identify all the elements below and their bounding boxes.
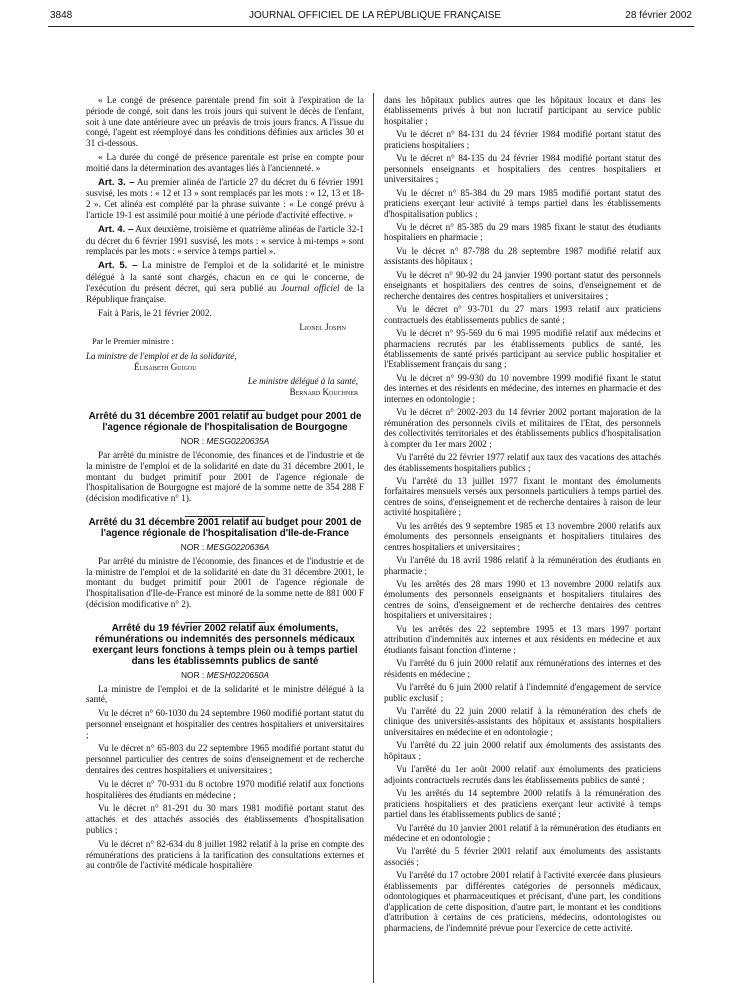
decree-paragraph: Vu les arrêtés des 22 septembre 1995 et 13 mars 1997 portant attribution d'indemnités aux internes et aux résidents en médecine et aux étudiants faisant fonction d'interne ; [384,623,661,655]
signatory-prime-minister: Lionel Jospin [299,322,346,333]
delegate-title: Le ministre délégué à la santé, [247,376,358,387]
decree-text: Par arrêté du ministre de l'économie, des finances et de l'industrie et de la ministre de l'emploi et de la solidarité en date du 31 décembre 2001, le montant du budget primitif pour 2001 de l'agence régionale de l'hospitalisation de Bourgogne est majoré de la somme nette de 354 288 F (décision modificative n° 1). [86,449,364,504]
article-text: Aux deuxième, troisième et quatrième alinéas de l'article 32-1 du décret du 6 février 1991 susvisé, les mots : « service à mi-temps » sont remplacés par les mots : « service à temps partiel ». [86,223,364,257]
decree-paragraph: Vu l'arrêté du 1er août 2000 relatif aux émoluments des praticiens adjoints contractuels recrutés dans les établissements publics de santé ; [384,764,661,785]
article-text: de la République française. [86,282,365,304]
decree-paragraph: Vu l'arrêté du 22 juin 2000 relatif aux émoluments des assistants des hôpitaux ; [384,740,661,761]
intro-paragraph: « Le congé de présence parentale prend fin soit à l'expiration de la période de congé, soit dans les trois jours qui suivent le décès de l'enfant, soit à une date antérieure avec un préavis de trois jours francs. A l'issue du congé, l'agent est réemployé dans les conditions définies aux articles 30 et 31 ci-dessous. [86,95,364,149]
article-label: Art. 5. – [98,260,138,272]
decree-paragraph: Vu l'arrêté du 6 juin 2000 relatif à l'indemnité d'engagement de service public exclusif ; [384,682,661,703]
decree-paragraph: Vu le décret n° 95-569 du 6 mai 1995 modifié relatif aux médecins et pharmaciens recrutés par les établissements publics de santé, les établissements de santé privés participant au service public hospitalier et l'Etablissement français du sang ; [384,328,661,370]
decree-paragraph: Vu les arrêtés des 9 septembre 1985 et 13 novembre 2000 relatifs aux émoluments des personnels enseignants et hospitaliers titulaires des centres hospitaliers et universitaires ; [384,520,661,552]
article-label: Art. 4. – [98,223,134,235]
page-number: 3848 [50,10,73,21]
page-header [0,0,750,30]
issue-date: 28 février 2002 [625,10,692,21]
nor-reference: NOR : MESH0220650A [181,669,269,680]
nor-reference: NOR : MESG0220635A [180,436,270,447]
header-divider [48,26,694,27]
article-4 [86,224,364,257]
decree-paragraph: Vu le décret n° 2002-203 du 14 février 2002 portant majoration de la rémunération des personnels civils et militaires de l'Etat, des personnels des collectivités territoriales et des établissements publics d'hospitalisation à compter du 1er mars 2002 ; [384,407,661,449]
decree-paragraph: Vu les arrêtés des 28 mars 1990 et 13 novembre 2000 relatifs aux émoluments des personnels enseignants et hospitaliers titulaires des centres de soins, d'enseignement et de recherche dentaires des centres hospitaliers et universitaires ; [384,579,661,621]
column-divider [373,93,374,983]
nor-reference: NOR : MESG0220636A [180,541,270,552]
decree-paragraph: Vu les arrêtés du 14 septembre 2000 relatifs à la rémunération des praticiens hospitaliers et des praticiens exerçant leur activité à temps partiel dans les établissements publics de santé ; [384,788,661,820]
decree-text: Par arrêté du ministre de l'économie, des finances et de l'industrie et de la ministre de l'emploi et de la solidarité en date du 31 décembre 2001, le montant du budget primitif pour 2001 de l'agence régionale de l'hospitalisation d'Ile-de-France est minoré de la somme nette de 881 000 F (décision modificative n° 2). [86,555,364,609]
decree-paragraph: Vu le décret n° 84-131 du 24 février 1984 modifié portant statut des praticiens hospitaliers ; [384,129,661,150]
decree-paragraph: Vu le décret n° 85-385 du 29 mars 1985 fixant le statut des étudiants hospitaliers en pharmacie ; [384,221,661,243]
decree-paragraph: Vu l'arrêté du 10 janvier 2001 relatif à la rémunération des étudiants en médecine et en odontologie ; [384,822,661,843]
decree-paragraph: Vu le décret n° 84-135 du 24 février 1984 modifié portant statut des personnels enseignants et hospitaliers des centres hospitaliers et universitaires ; [384,153,661,185]
minister-title: La ministre de l'emploi et de la solidarité, [86,351,237,362]
decree-paragraph: Vu le décret n° 60-1030 du 24 septembre 1960 modifié portant statut du personnel enseignant et hospitalier des centres hospitaliers et universitaires ; [86,708,364,740]
article-text: Au premier alinéa de l'article 27 du décret du 6 février 1991 susvisé, les mots : « 12 et 13 » sont remplacés par les mots : « 12, 13 et 18-2 ». Cet alinéa est complété par la phrase suivante : « Le congé prévu à l'article 19-1 est assimilé pour moitié à une période d'activité effective. » [86,176,364,220]
left-column [86,95,364,874]
article-3 [86,177,364,221]
decree-paragraph: Vu le décret n° 99-930 du 10 novembre 1999 modifié fixant le statut des internes et des résidents en médecine, des internes en pharmacie et des internes en odontologie ; [384,372,661,404]
decree-title: Arrêté du 19 février 2002 relatif aux émoluments, rémunérations ou indemnités des personnels médicaux exerçant leurs fonctions à temps plein ou à temps partiel dans les établissemnts publics de santé [92,622,358,667]
decree-paragraph: Vu le décret n° 85-384 du 29 mars 1985 modifié portant statut des praticiens exerçant leur activité à temps partiel dans les établissements d'hospitalisation publics ; [384,187,661,219]
decree-paragraph: Vu le décret n° 65-803 du 22 septembre 1965 modifié portant statut du personnel particulier des centres de soins d'enseignement et de recherche dentaires des centres hospitaliers et universitaires ; [86,743,364,776]
decree-paragraph: Vu l'arrêté du 13 juillet 1977 fixant le montant des émoluments forfaitaires mensuels versés aux personnels particuliers à temps partiel des centres de soins, d'enseignement et de recherche dentaires à raison de leur activité hospitalière ; [384,475,661,518]
article-label: Art. 3. – [98,176,135,188]
signature-date: Fait à Paris, le 21 février 2002. [98,308,212,319]
decree-title: Arrêté du 31 décembre 2001 relatif au budget pour 2001 de l'agence régionale de l'hospitalisation d'Ile-de-France [88,516,362,539]
decree-paragraph: Vu le décret n° 70-931 du 8 octobre 1970 modifié relatif aux fonctions hospitalières des étudiants en médecine ; [86,778,364,800]
decree-paragraph: Vu le décret n° 87-788 du 28 septembre 1987 modifié relatif aux assistants des hôpitaux ; [384,245,661,267]
intro-paragraph: « La durée du congé de présence parentale est prise en compte pour moitié dans la détermination des avantages liés à l'ancienneté. » [86,151,364,173]
decree-paragraph: Vu le décret n° 93-701 du 27 mars 1993 relatif aux praticiens contractuels des établissements publics de santé ; [384,304,661,325]
decree-paragraph: Vu l'arrêté du 6 juin 2000 relatif aux rémunérations des internes et des résidents en médecine ; [384,658,661,679]
article-text: La ministre de l'emploi et de la solidarité et le ministre délégué à la santé sont chargés, chacun en ce qui le concerne, de l'exécution du présent décret, qui sera publié au [86,260,364,293]
decree-paragraph: Vu le décret n° 81-291 du 30 mars 1981 modifié portant statut des attachés et des attachés associés des établissements d'hospitalisation publics ; [86,803,364,836]
decree-paragraph: Vu le décret n° 90-92 du 24 janvier 1990 portant statut des personnels enseignants et hospitaliers des centres de soins, d'enseignement et de recherche dentaires des centres hospitaliers et universitaires ; [384,269,661,301]
decree-paragraph: Vu le décret n° 82-634 du 8 juillet 1982 relatif à la prise en compte des rémunérations des praticiens à la tarification des consultations externes et au contrôle de l'activité médicale hospitalière [86,838,364,871]
decree-paragraph: La ministre de l'emploi et de la solidarité et le ministre délégué à la santé, [86,683,364,705]
signatory-delegate: Bernard Kouchner [289,387,358,398]
decree-paragraph: Vu l'arrêté du 5 février 2001 relatif aux émoluments des assistants associés ; [384,846,661,867]
journal-title: JOURNAL OFFICIEL DE LA RÉPUBLIQUE FRANÇAISE [248,10,502,21]
decree-paragraph: Vu l'arrêté du 17 octobre 2001 relatif à l'activité exercée dans plusieurs établissements par différentes catégories de personnels médicaux, odontologiques et pharmaceutiques et précisant, d'une part, les conditions d'application de cette disposition, d'autre part, le montant et les conditions d'attribution à certains de ces praticiens, médecins, odontologistes ou pharmaciens, de l'indemnité prévue pour l'exercice de cette activité. [384,870,661,933]
decree-paragraph: Vu l'arrêté du 18 avril 1986 relatif à la rémunération des étudiants en pharmacie ; [384,555,661,576]
decree-paragraph: Vu l'arrêté du 22 février 1977 relatif aux taux des vacations des attachés des établissements hospitaliers publics ; [384,452,661,473]
decree-title: Arrêté du 31 décembre 2001 relatif au budget pour 2001 de l'agence régionale de l'hospitalisation de Bourgogne [88,411,362,434]
signatory-intro: Par le Premier ministre : [92,337,174,347]
article-5 [86,260,364,304]
right-column [384,95,661,936]
decree-paragraph: dans les hôpitaux publics autres que les hôpitaux locaux et dans les établissements privés à but non lucratif participant au service public hospitalier ; [384,95,661,126]
signatory-minister: Élisabeth Guigou [134,362,197,373]
decree-paragraph: Vu l'arrêté du 22 juin 2000 relatif à la rémunération des chefs de clinique des universités-assistants des hôpitaux et assistants hospitaliers universitaires en médecine et en odontologie ; [384,706,661,737]
journal-reference: Journal officiel [280,282,340,293]
